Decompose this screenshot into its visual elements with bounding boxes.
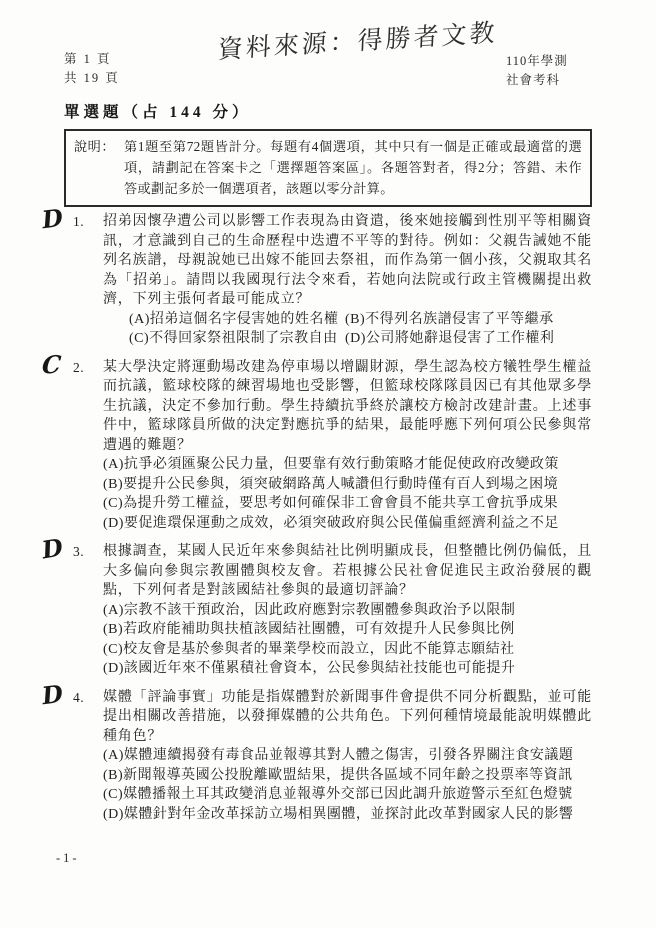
- option-b: (B)新聞報導英國公投脫離歐盟結果，提供各區域不同年齡之投票率等資訊: [103, 767, 573, 783]
- page-count: [64, 50, 120, 88]
- question-2-number: 2.: [73, 359, 85, 375]
- handwritten-answer-3: D: [39, 532, 65, 565]
- question-4-options: [103, 746, 592, 824]
- page-total-line: 共 19 頁: [64, 71, 120, 85]
- exam-year: 110年學測: [506, 54, 568, 68]
- handwritten-answer-1: D: [40, 202, 65, 235]
- question-2-options: [103, 455, 592, 533]
- handwritten-source-note: 資料來源：得勝者文教: [217, 17, 499, 65]
- question-3-stem: 根據調查，某國人民近年來參與結社比例明顯成長，但整體比例仍偏低，且大多偏向參與宗教團體與校友會。若根據公民社會促進民主政治發展的觀點，下列何者是對該國結社參與的最適切評論？: [103, 544, 592, 598]
- question-1-number: 1.: [73, 214, 85, 229]
- option-a: (A)宗教不該干預政治，因此政府應對宗教團體參與政治予以限制: [103, 602, 516, 618]
- question-2-stem: 某大學決定將運動場改建為停車場以增闢財源，學生認為校方犧牲學生權益而抗議，籃球校隊的練習場地也受影響，但籃球校隊隊員因已有其他眾多學生抗議，決定不參加行動。學生持續抗爭終於讓校方檢討改建計畫。上述事件中，籃球隊員所做的決定對應抗爭的結果，最能呼應下列何項公民參與常遭遇的難題？: [103, 359, 592, 453]
- option-c: (C)媒體播報土耳其政變消息並報導外交部已因此調升旅遊警示至紅色燈號: [103, 787, 573, 802]
- question-3-options: [103, 601, 592, 679]
- exam-subject: 社會考科: [506, 73, 561, 87]
- handwritten-answer-4: D: [40, 678, 65, 710]
- option-b: (B)若政府能補助與扶植該國結社團體，可有效提升人民參與比例: [103, 622, 515, 637]
- question-1: [40, 202, 592, 349]
- option-d: (D)該國近年來不僅累積社會資本，公民參與結社技能也可能提升: [103, 661, 516, 676]
- exam-identifier: [506, 52, 568, 90]
- instruction-box: [64, 129, 592, 207]
- option-b: (B)不得列名族譜侵害了平等繼承: [345, 311, 554, 327]
- question-4: [40, 678, 592, 825]
- instruction-label: 說明：: [74, 139, 116, 154]
- section-title: 單選題（占 144 分）: [64, 104, 252, 121]
- footer-page-number: -1-: [56, 851, 80, 865]
- question-2: [41, 348, 592, 534]
- content-column: [39, 100, 592, 833]
- option-c: (C)不得回家祭祖限制了宗教自由: [129, 331, 338, 346]
- question-3: [39, 532, 592, 679]
- option-d: (D)公司將她辭退侵害了工作權利: [345, 331, 555, 346]
- question-4-number: 4.: [73, 689, 85, 705]
- option-b: (B)要提升公民參與，須突破網路萬人喊讚但行動時僅有百人到場之困境: [103, 476, 559, 492]
- option-a: (A)招弟這個名字侵害她的姓名權: [129, 311, 339, 327]
- option-d: (D)媒體針對年金改革採訪立場相異團體，並探討此改革對國家人民的影響: [103, 806, 574, 822]
- question-4-stem: 媒體「評論事實」功能是指媒體對於新聞事件會提供不同分析觀點，並可能提出相關改善措施，以發揮媒體的公共角色。下列何種情境最能說明媒體此種角色？: [103, 689, 592, 744]
- question-1-options: [103, 310, 592, 349]
- option-a: (A)抗爭必須匯聚公民力量，但要靠有效行動策略才能促使政府改變政策: [103, 457, 559, 472]
- question-1-stem: 招弟因懷孕遭公司以影響工作表現為由資遣，後來她接觸到性別平等相關資訊，才意識到自己的生命歷程中迭遭不平等的對待。例如：父親告誡她不能列名族譜，母親說她已出嫁不能回去祭祖，而作為第一個小孩，父親取其名為「招弟」。請問以我國現行法令來看，若她向法院或行政主管機關提出救濟，下列主張何者最可能成立？: [103, 214, 592, 307]
- handwritten-answer-2: C: [41, 348, 63, 380]
- option-c: (C)為提升勞工權益，要思考如何確保非工會會員不能共享工會抗爭成果: [103, 496, 559, 511]
- instruction-text: 第1題至第72題皆計分。每題有4個選項，其中只有一個是正確或最適當的選項，請劃記在答案卡之「選擇題答案區」。各題答對者，得2分；答錯、未作答或劃記多於一個選項者，該題以零分計算。: [124, 139, 582, 196]
- option-d: (D)要促進環保運動之成效，必須突破政府與公民僅偏重經濟利益之不足: [103, 515, 559, 531]
- option-c: (C)校友會是基於參與者的畢業學校而設立，因此不能算志願結社: [103, 641, 515, 657]
- option-a: (A)媒體連續揭發有毒食品並報導其對人體之傷害，引發各界關注食安議題: [103, 748, 574, 763]
- page-number-line: 第 1 頁: [64, 52, 112, 66]
- question-3-number: 3.: [73, 544, 85, 559]
